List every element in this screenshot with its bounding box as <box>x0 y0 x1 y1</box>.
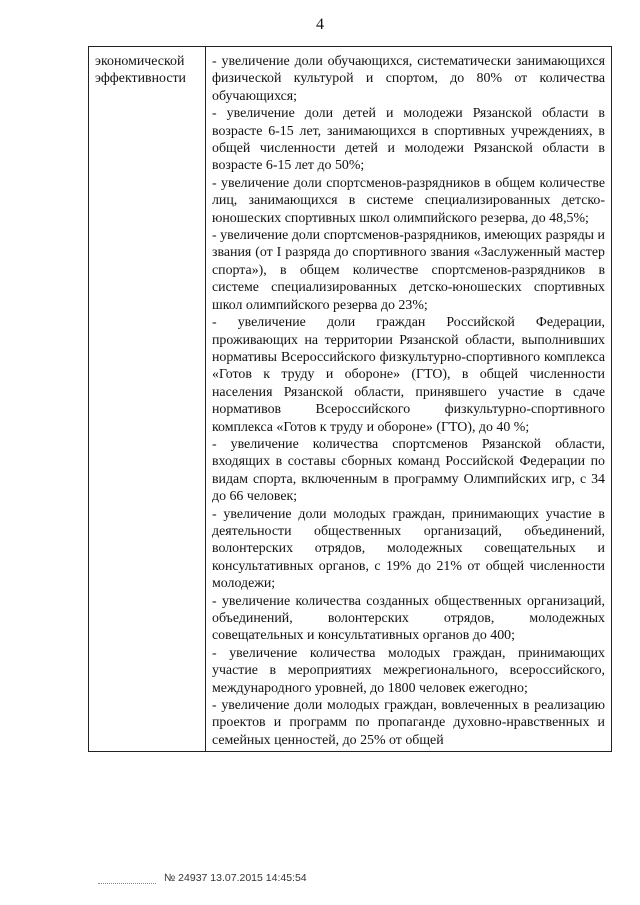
page-number: 4 <box>316 16 324 33</box>
table-row <box>89 47 612 752</box>
criteria-cell <box>89 47 206 752</box>
document-registration: № 24937 13.07.2015 14:45:54 <box>164 871 307 884</box>
document-table <box>88 46 612 752</box>
indicator-item: - увеличение количества спортсменов Рязанской области, входящих в составы сборных команд Российской Федерации по видам спорта, включенным в программу Олимпийских игр, с 34 до 66 человек; <box>212 436 605 505</box>
indicator-item: - увеличение доли детей и молодежи Рязанской области в возрасте 6-15 лет, занимающихся в спортивных учреждениях, в общей численности детей и молодежи Рязанской области в возрасте 6-15 лет до 50%; <box>212 106 605 174</box>
criteria-line: экономической <box>95 54 185 69</box>
indicator-item: - увеличение доли спортсменов-разрядников в общем количестве лиц, занимающихся в системе специализированных детско-юношеских спортивных школ олимпийского резерва, до 48,5%; <box>212 175 605 226</box>
indicators-cell <box>206 47 612 752</box>
indicator-item: - увеличение доли обучающихся, систематически занимающихся физической культурой и спортом, до 80% от количества обучающихся; <box>212 54 605 104</box>
indicator-item: - увеличение количества созданных общественных организаций, объединений, волонтерских отрядов, молодежных совещательных и консультативных органов до 400; <box>212 593 605 644</box>
stamp-mark <box>98 871 156 884</box>
indicator-item: - увеличение доли молодых граждан, вовлеченных в реализацию проектов и программ по пропаганде духовно-нравственных и семейных ценностей, до 25% от общей <box>212 698 605 748</box>
indicator-item: - увеличение доли молодых граждан, принимающих участие в деятельности общественных организаций, объединений, волонтерских отрядов, молодежных совещательных и консультативных органов, с 19% до 21% от общей численности молодежи; <box>212 506 605 592</box>
indicator-item: - увеличение доли спортсменов-разрядников, имеющих разряды и звания (от I разряда до спортивного звания «Заслуженный мастер спорта»), в общем количестве спортсменов-разрядников в системе специализированных детско-юношеских спортивных школ олимпийского резерва до 23%; <box>212 228 605 313</box>
indicator-item: - увеличение доли граждан Российской Федерации, проживающих на территории Рязанской области, выполнивших нормативы Всероссийского физкультурно-спортивного комплекса «Готов к труду и обороне» (ГТО), в общей численности населения Рязанской области, принявшего участие в сдаче нормативов Всероссийского физкультурно-спортивного комплекса «Готов к труду и обороне» (ГТО), до 40 %; <box>212 315 605 435</box>
criteria-line: эффективности <box>95 71 186 87</box>
footer <box>98 871 307 884</box>
indicator-item: - увеличение количества молодых граждан, принимающих участие в мероприятиях межрегионального, всероссийского, международного уровней, до 1800 человек ежегодно; <box>212 645 605 696</box>
